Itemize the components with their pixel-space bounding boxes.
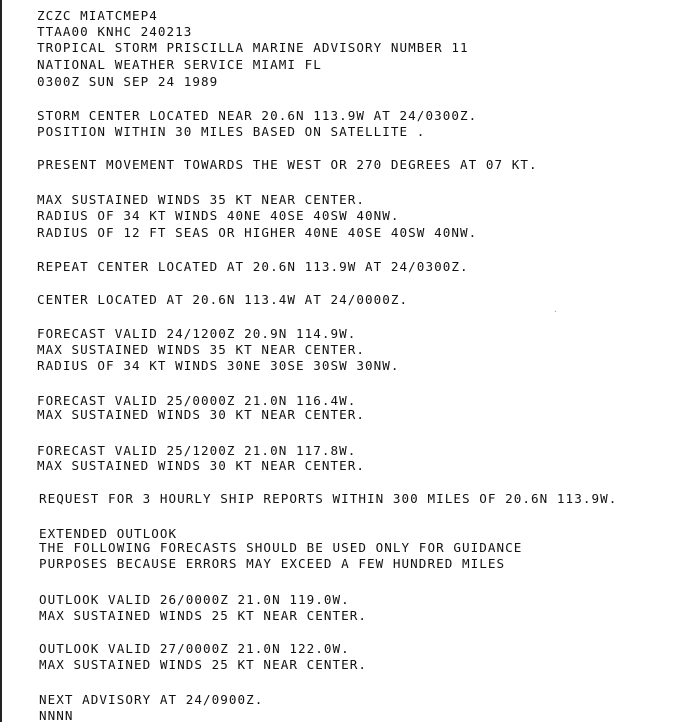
- repeat-center-line: REPEAT CENTER LOCATED AT 20.6N 113.9W AT 24/0300Z.: [37, 259, 469, 274]
- outlook-1-winds: MAX SUSTAINED WINDS 25 KT NEAR CENTER.: [39, 608, 368, 623]
- issuing-office: NATIONAL WEATHER SERVICE MIAMI FL: [37, 57, 322, 72]
- present-movement-line: PRESENT MOVEMENT TOWARDS THE WEST OR 270 DEGREES AT 07 KT.: [37, 157, 538, 172]
- header-line-product: TTAA00 KNHC 240213: [37, 24, 193, 39]
- ship-report-request: REQUEST FOR 3 HOURLY SHIP REPORTS WITHIN 300 MILES OF 20.6N 113.9W.: [39, 491, 618, 506]
- forecast-2-valid: FORECAST VALID 25/0000Z 21.0N 116.4W.: [37, 393, 357, 408]
- forecast-3-winds: MAX SUSTAINED WINDS 30 KT NEAR CENTER.: [37, 458, 366, 473]
- outlook-1-valid: OUTLOOK VALID 26/0000Z 21.0N 119.0W.: [39, 592, 350, 607]
- seas-radius-line: RADIUS OF 12 FT SEAS OR HIGHER 40NE 40SE 40SW 40NW.: [37, 225, 478, 240]
- forecast-1-valid: FORECAST VALID 24/1200Z 20.9N 114.9W.: [37, 326, 357, 341]
- extended-outlook-note-2: PURPOSES BECAUSE ERRORS MAY EXCEED A FEW HUNDRED MILES: [39, 556, 506, 571]
- extended-outlook-note-1: THE FOLLOWING FORECASTS SHOULD BE USED ONLY FOR GUIDANCE: [39, 540, 523, 555]
- next-advisory-line: NEXT ADVISORY AT 24/0900Z.: [39, 692, 264, 707]
- outlook-2-valid: OUTLOOK VALID 27/0000Z 21.0N 122.0W.: [39, 641, 350, 656]
- scan-speck: ·: [553, 307, 558, 316]
- position-accuracy-line: POSITION WITHIN 30 MILES BASED ON SATELLITE .: [37, 124, 426, 139]
- issue-time: 0300Z SUN SEP 24 1989: [37, 74, 219, 89]
- forecast-1-radius: RADIUS OF 34 KT WINDS 30NE 30SE 30SW 30NW.: [37, 358, 400, 373]
- forecast-3-valid: FORECAST VALID 25/1200Z 21.0N 117.8W.: [37, 443, 357, 458]
- storm-center-line: STORM CENTER LOCATED NEAR 20.6N 113.9W AT 24/0300Z.: [37, 108, 478, 123]
- max-winds-line: MAX SUSTAINED WINDS 35 KT NEAR CENTER.: [37, 192, 366, 207]
- outlook-2-winds: MAX SUSTAINED WINDS 25 KT NEAR CENTER.: [39, 657, 368, 672]
- scan-left-edge: [0, 0, 2, 722]
- forecast-1-winds: MAX SUSTAINED WINDS 35 KT NEAR CENTER.: [37, 342, 366, 357]
- extended-outlook-heading: EXTENDED OUTLOOK: [39, 526, 178, 541]
- wind-radius-line: RADIUS OF 34 KT WINDS 40NE 40SE 40SW 40NW.: [37, 208, 400, 223]
- forecast-2-winds: MAX SUSTAINED WINDS 30 KT NEAR CENTER.: [37, 407, 366, 422]
- advisory-title: TROPICAL STORM PRISCILLA MARINE ADVISORY NUMBER 11: [37, 40, 469, 55]
- header-line-wmo: ZCZC MIATCMEP4: [37, 8, 158, 23]
- end-of-message: NNNN: [39, 708, 74, 723]
- prior-center-line: CENTER LOCATED AT 20.6N 113.4W AT 24/0000Z.: [37, 292, 409, 307]
